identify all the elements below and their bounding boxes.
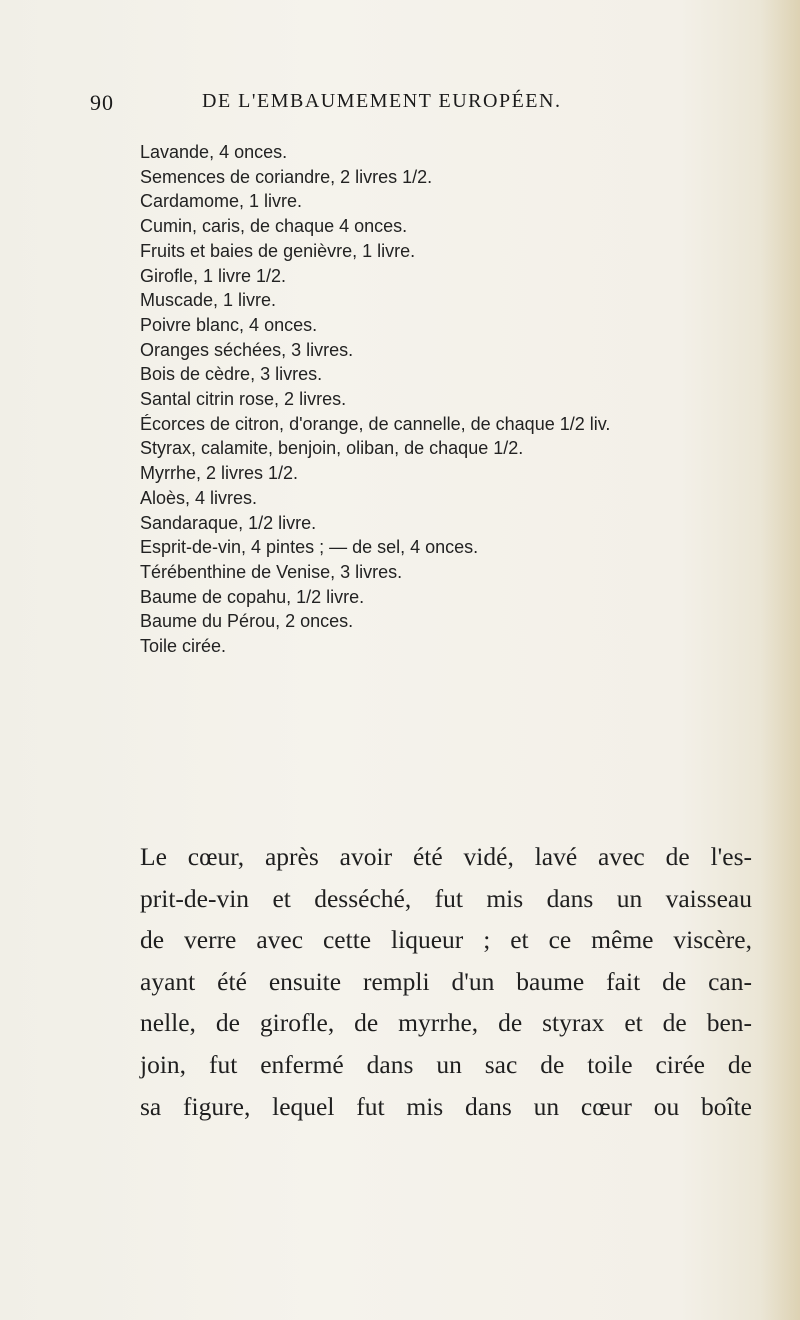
list-item: Baume de copahu, 1/2 livre. [140,586,365,607]
list-item: Styrax, calamite, benjoin, oliban, de chaque 1/2. [140,438,524,459]
list-item: Santal citrin rose, 2 livres. [140,389,347,410]
list-item: Lavande, 4 onces. [140,142,288,162]
paragraph-line: join, fut enfermé dans un sac de toile cirée de [140,1049,752,1079]
list-item: Myrrhe, 2 livres 1/2. [140,463,299,484]
paragraph-line: ayant été ensuite rempli d'un baume fait de can- [140,966,752,996]
list-item: Aloès, 4 livres. [140,487,258,508]
list-item: Térébenthine de Venise, 3 livres. [140,561,403,582]
running-title: DE L'EMBAUMEMENT EUROPÉEN. [202,90,562,112]
paragraph-line: de verre avec cette liqueur ; et ce même viscère, [140,925,752,955]
paragraph-line: sa figure, lequel fut mis dans un cœur ou boîte [140,1091,752,1121]
list-item: Muscade, 1 livre. [140,290,277,311]
page-header [90,90,750,120]
list-item: Fruits et baies de genièvre, 1 livre. [140,240,416,261]
page-number: 90 [90,90,114,115]
list-item: Bois de cèdre, 3 livres. [140,364,323,385]
list-item: Toile cirée. [140,636,227,657]
list-item: Baume du Pérou, 2 onces. [140,611,354,632]
list-item: Écorces de citron, d'orange, de cannelle, de chaque 1/2 liv. [140,413,611,434]
list-item: Esprit-de-vin, 4 pintes ; — de sel, 4 onces. [140,537,479,558]
paragraph-line: prit-de-vin et desséché, fut mis dans un vaisseau [140,883,752,913]
ingredient-list [140,140,760,659]
paragraph-line: nelle, de girofle, de myrrhe, de styrax et de ben- [140,1008,752,1038]
list-item: Girofle, 1 livre 1/2. [140,265,287,286]
list-item: Cumin, caris, de chaque 4 onces. [140,216,408,237]
list-item: Poivre blanc, 4 onces. [140,314,318,335]
list-item: Oranges séchées, 3 livres. [140,339,354,360]
list-item: Cardamome, 1 livre. [140,191,303,212]
body-paragraph [140,836,752,1127]
list-item: Semences de coriandre, 2 livres 1/2. [140,166,433,187]
paragraph-line: Le cœur, après avoir été vidé, lavé avec de l'es- [140,842,752,871]
list-item: Sandaraque, 1/2 livre. [140,512,317,533]
